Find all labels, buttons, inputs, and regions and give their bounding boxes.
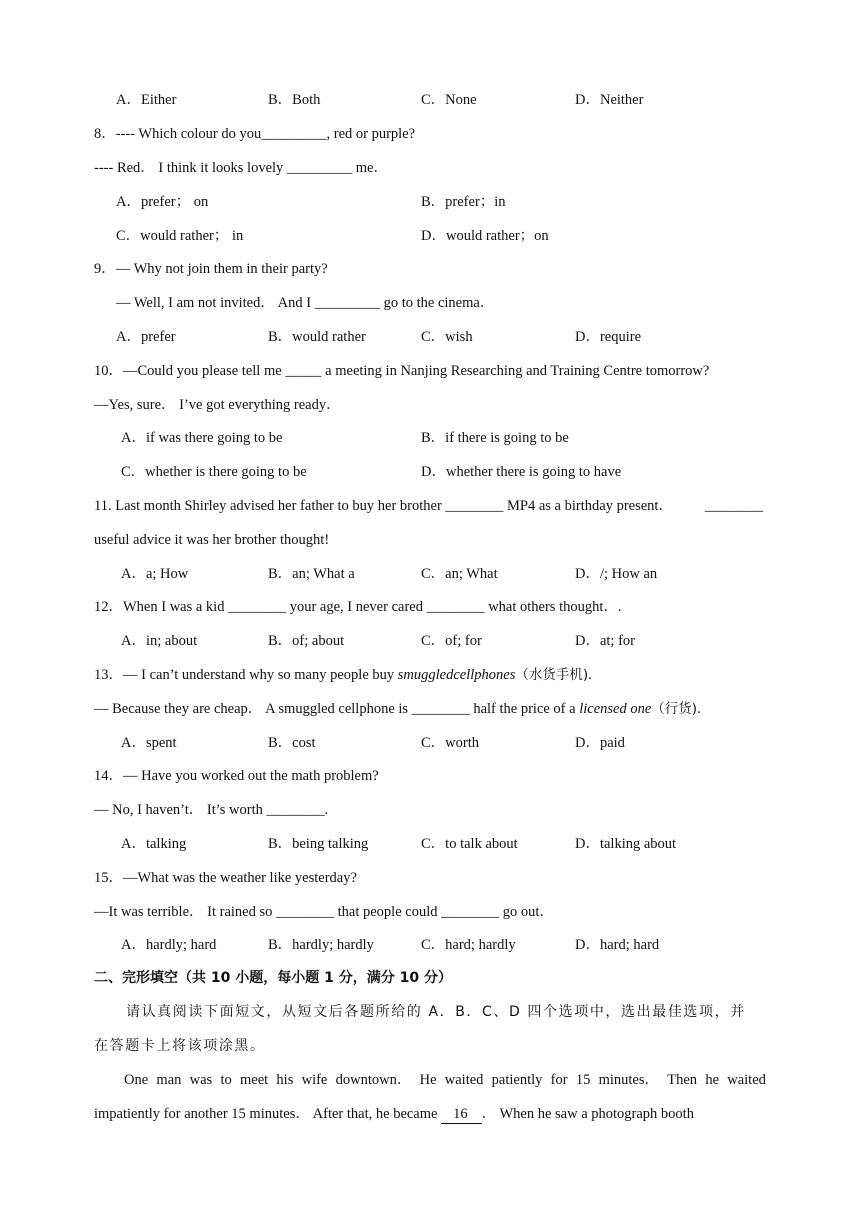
- q9-option-d: D．require: [575, 329, 642, 345]
- q13-option-a: A．spent: [121, 735, 177, 751]
- q12-option-c: C．of; for: [421, 633, 482, 649]
- passage-line2: impatiently for another 15 minutes． After that, he became 16 ． When he saw a photograph booth: [94, 1106, 694, 1122]
- q13-option-c: C．worth: [421, 735, 479, 751]
- q12-option-b: B．of; about: [268, 633, 345, 649]
- q12-option-a: A．in; about: [121, 633, 198, 649]
- q7-option-d: D．Neither: [575, 92, 644, 108]
- section-heading: 二、完形填空（共 10 小题，每小题 1 分，满分 10 分）: [94, 970, 452, 986]
- passage-word: waited: [727, 1072, 766, 1088]
- section-instruction-line1: 请认真阅读下面短文，从短文后各题所给的 A．B．C、D 四个选项中，选出最佳选项，并: [126, 1004, 746, 1020]
- passage-word: for: [550, 1072, 568, 1088]
- passage-word: One: [124, 1072, 149, 1088]
- q12-stem-line1: 12．When I was a kid ________ your age, I never cared ________ what others thought．.: [94, 599, 622, 615]
- passage-word: patiently: [491, 1072, 543, 1088]
- q11-stem-blank: ________: [705, 498, 763, 514]
- q15-option-c: C．hard; hardly: [421, 937, 516, 953]
- q8-option-b: B．prefer；in: [421, 194, 506, 210]
- q14-option-d: D．talking about: [575, 836, 677, 852]
- q14-option-b: B．being talking: [268, 836, 369, 852]
- q11-option-d: D．/; How an: [575, 566, 658, 582]
- q8-option-d: D．would rather；on: [421, 228, 549, 244]
- passage-word: downtown．: [335, 1072, 412, 1088]
- q7-option-b: B．Both: [268, 92, 321, 108]
- q13-stem-line1: 13．— I can’t understand why so many people buy smuggledcellphones（水货手机).: [94, 667, 592, 683]
- passage-word: He: [419, 1072, 437, 1088]
- q10-option-a: A．if was there going to be: [121, 430, 283, 446]
- passage-word: his: [276, 1072, 294, 1088]
- q10-stem-line1: 10．—Could you please tell me _____ a meeting in Nanjing Researching and Training Centre tomorrow?: [94, 363, 710, 379]
- passage-word: waited: [444, 1072, 484, 1088]
- q9-option-b: B．would rather: [268, 329, 366, 345]
- q10-stem-line2: —Yes, sure． I’ve got everything ready．: [94, 397, 341, 413]
- q13-option-b: B．cost: [268, 735, 316, 751]
- passage-word: man: [156, 1072, 182, 1088]
- passage-word: he: [705, 1072, 719, 1088]
- q13-option-d: D．paid: [575, 735, 625, 751]
- q11-stem-line1: 11. Last month Shirley advised her father to buy her brother ________ MP4 as a birthday present．: [94, 498, 673, 514]
- q9-option-c: C．wish: [421, 329, 473, 345]
- passage-word: was: [189, 1072, 213, 1088]
- q15-stem-line1: 15．—What was the weather like yesterday?: [94, 870, 357, 886]
- q11-option-b: B．an; What a: [268, 566, 355, 582]
- q9-option-a: A．prefer: [116, 329, 176, 345]
- passage-word: to: [220, 1072, 232, 1088]
- q13-stem-line2: — Because they are cheap． A smuggled cellphone is ________ half the price of a licensed one（行货).: [94, 701, 701, 717]
- q9-stem-line1: 9．— Why not join them in their party?: [94, 261, 328, 277]
- passage-line1: [124, 1070, 766, 1090]
- passage-word: wife: [301, 1072, 328, 1088]
- q14-stem-line2: — No, I haven’t． It’s worth ________.: [94, 802, 329, 818]
- q15-option-a: A．hardly; hard: [121, 937, 217, 953]
- passage-word: meet: [239, 1072, 269, 1088]
- cloze-blank-16[interactable]: 16: [441, 1106, 482, 1124]
- q7-option-c: C．None: [421, 92, 477, 108]
- q12-option-d: D．at; for: [575, 633, 635, 649]
- q8-stem-line2: ---- Red． I think it looks lovely _________ me．: [94, 160, 388, 176]
- q11-option-a: A．a; How: [121, 566, 189, 582]
- q8-option-a: A．prefer； on: [116, 194, 209, 210]
- passage-word: Then: [667, 1072, 698, 1088]
- passage-word: 15: [575, 1072, 591, 1088]
- q15-option-d: D．hard; hard: [575, 937, 660, 953]
- q7-option-a: A．Either: [116, 92, 177, 108]
- q15-stem-line2: —It was terrible． It rained so ________ that people could ________ go out．: [94, 904, 554, 920]
- q9-stem-line2: — Well, I am not invited． And I _________ go to the cinema．: [116, 295, 495, 311]
- q14-option-c: C．to talk about: [421, 836, 518, 852]
- q14-option-a: A．talking: [121, 836, 187, 852]
- q10-option-b: B．if there is going to be: [421, 430, 569, 446]
- q8-option-c: C．would rather； in: [116, 228, 244, 244]
- passage-word: minutes．: [598, 1072, 660, 1088]
- q10-option-c: C．whether is there going to be: [121, 464, 307, 480]
- section-instruction-line2: 在答题卡上将该项涂黑。: [94, 1038, 266, 1054]
- q8-stem-line1: 8．---- Which colour do you_________, red or purple?: [94, 126, 416, 142]
- q15-option-b: B．hardly; hardly: [268, 937, 374, 953]
- q10-option-d: D．whether there is going to have: [421, 464, 622, 480]
- q11-stem-line2: useful advice it was her brother thought!: [94, 532, 330, 548]
- q14-stem-line1: 14．— Have you worked out the math problem?: [94, 768, 379, 784]
- q11-option-c: C．an; What: [421, 566, 498, 582]
